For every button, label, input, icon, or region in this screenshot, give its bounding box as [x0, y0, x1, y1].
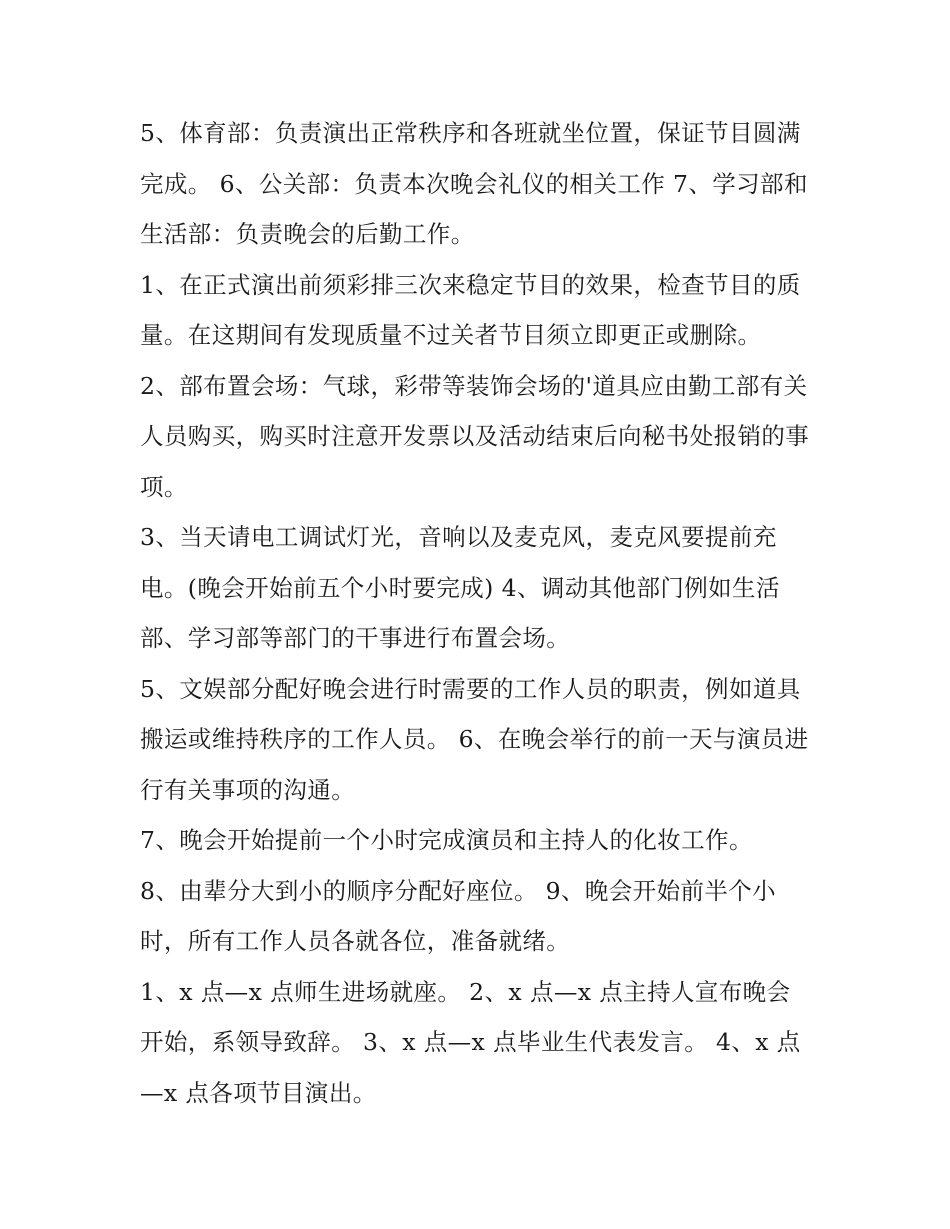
paragraph-seating: 8、由辈分大到小的顺序分配好座位。 9、晚会开始前半个小时，所有工作人员各就各位，准备就绪。 — [140, 876, 777, 955]
paragraph-equipment-setup: 3、当天请电工调试灯光，音响以及麦克风，麦克风要提前充电。(晚会开始前五个小时要完成) 4、调动其他部门例如生活部、学习部等部门的干事进行布置会场。 — [140, 523, 780, 652]
paragraph-rehearsal: 1、在正式演出前须彩排三次来稳定节目的效果，检查节目的质量。在这期间有发现质量不过关者节目须立即更正或删除。 — [140, 270, 801, 349]
paragraph-staff-assignment: 5、文娱部分配好晚会进行时需要的工作人员的职责，例如道具搬运或维持秩序的工作人员。 6、在晚会举行的前一天与演员进行有关事项的沟通。 — [140, 674, 809, 804]
paragraph-venue-decoration: 2、部布置会场：气球，彩带等装饰会场的'道具应由勤工部有关人员购买，购买时注意开发票以及活动结束后向秘书处报销的事项。 — [140, 371, 810, 501]
paragraph-schedule: 1、x 点—x 点师生进场就座。 2、x 点—x 点主持人宣布晚会开始，系领导致辞。 3、x 点—x 点毕业生代表发言。 4、x 点—x 点各项节目演出。 — [140, 977, 801, 1107]
paragraph-makeup: 7、晚会开始提前一个小时完成演员和主持人的化妆工作。 — [140, 826, 753, 854]
document-body — [140, 108, 812, 1118]
paragraph-department-duties: 5、体育部：负责演出正常秩序和各班就坐位置，保证节目圆满完成。 6、公关部：负责本次晚会礼仪的相关工作 7、学习部和生活部：负责晚会的后勤工作。 — [140, 119, 808, 248]
